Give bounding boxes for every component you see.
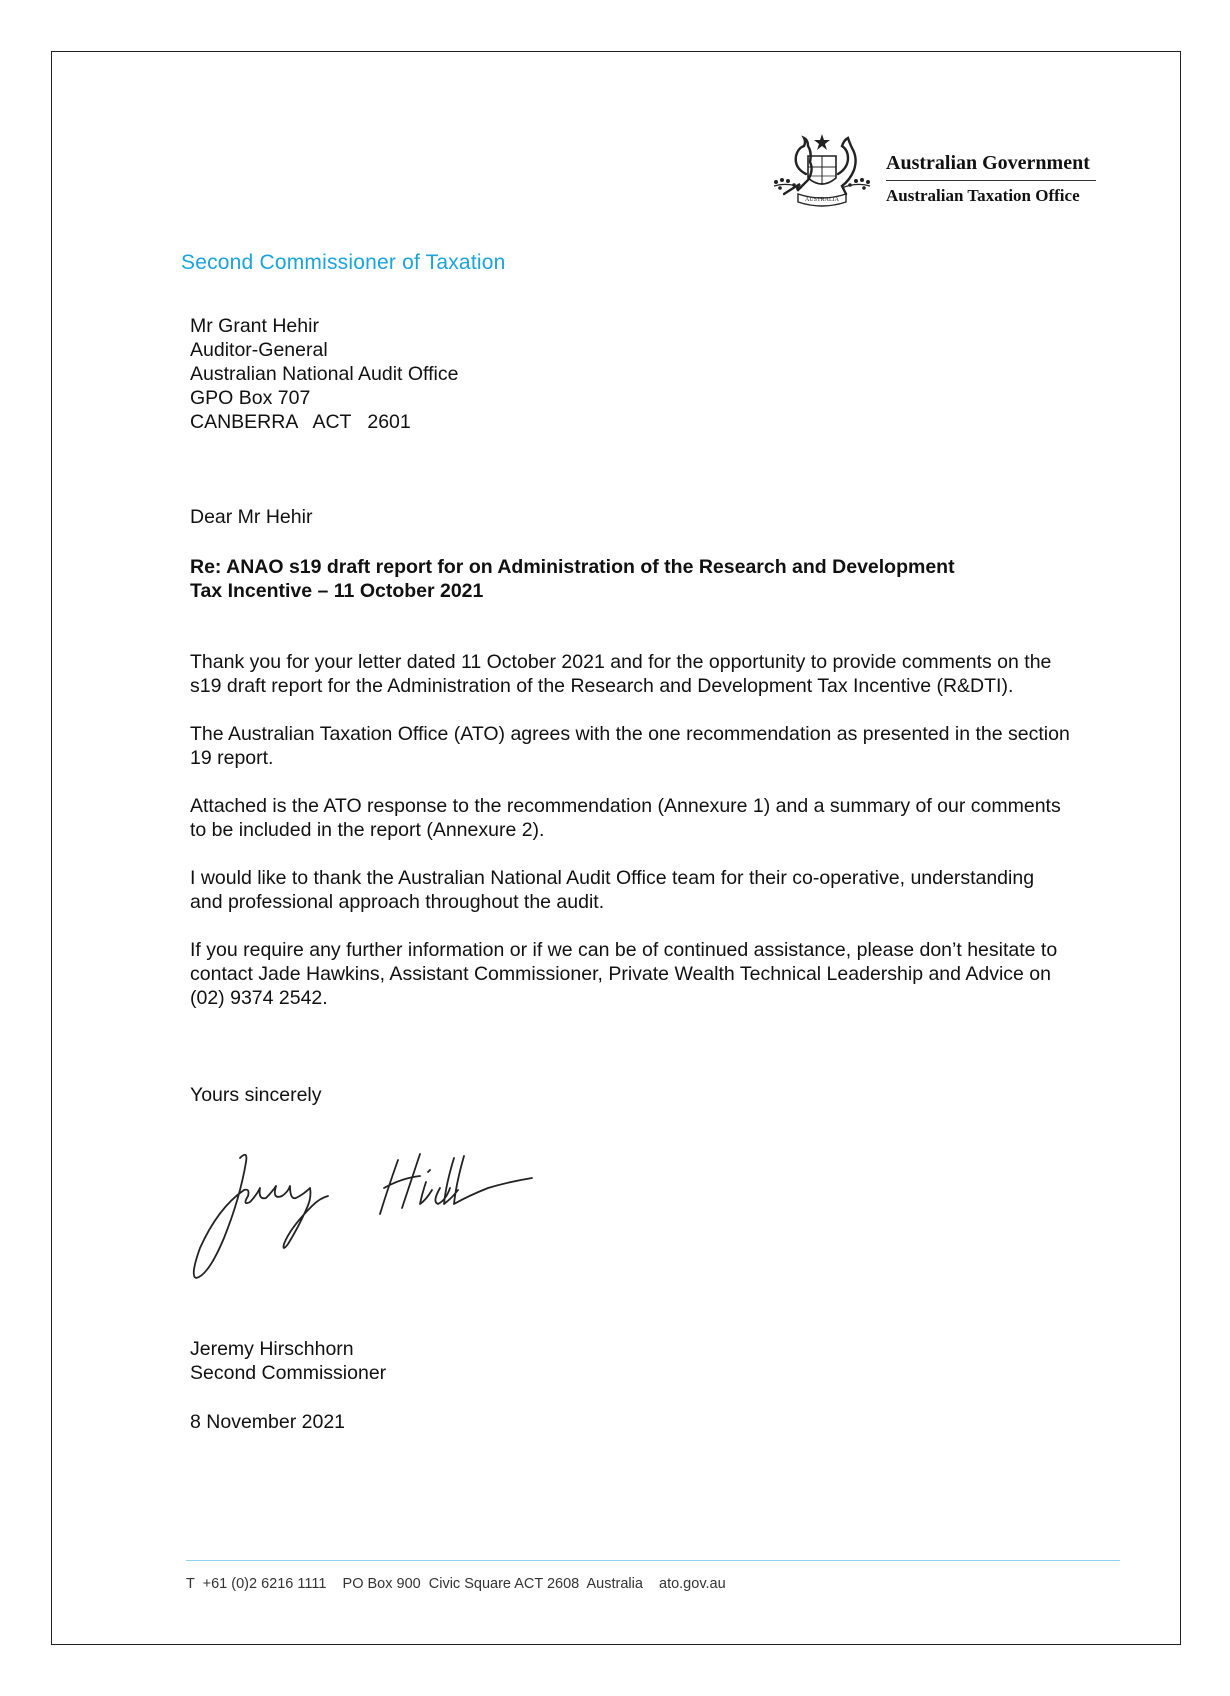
subject-line — [190, 555, 1070, 603]
coat-of-arms-icon — [768, 130, 876, 210]
address-line: Australian National Audit Office — [190, 363, 459, 385]
body-paragraph: The Australian Taxation Office (ATO) agrees with the one recommendation as presented in the section 19 report. — [190, 723, 1070, 769]
salutation: Dear Mr Hehir — [190, 506, 313, 528]
footer-divider — [186, 1560, 1120, 1561]
address-line: Auditor-General — [190, 339, 328, 361]
body-paragraph: If you require any further information or if we can be of continued assistance, please don’t hesitate to contact Jade Hawkins, Assistant Commissioner, Private Wealth Technical Leadership and Advice on (02) 9374 2542. — [190, 939, 1058, 1009]
address-line: CANBERRA ACT 2601 — [190, 411, 411, 433]
recipient-address — [190, 314, 458, 434]
letter-date: 8 November 2021 — [190, 1411, 346, 1433]
letter-body — [190, 650, 1070, 1034]
signature — [188, 1148, 588, 1288]
signatory-title: Second Commissioner — [190, 1362, 387, 1384]
office-title: Second Commissioner of Taxation — [181, 251, 506, 274]
address-line: Mr Grant Hehir — [190, 315, 319, 337]
footer-contact: T +61 (0)2 6216 1111 PO Box 900 Civic Square ACT 2608 Australia ato.gov.au — [186, 1576, 726, 1592]
government-name: Australian Government — [886, 150, 1096, 181]
crest-scroll-text: AUSTRALIA — [805, 197, 839, 203]
ato-logo — [768, 130, 1108, 212]
body-paragraph: Attached is the ATO response to the recommendation (Annexure 1) and a summary of our comments to be included in the report (Annexure 2). — [190, 795, 1061, 841]
closing: Yours sincerely — [190, 1084, 322, 1106]
signatory-block — [190, 1337, 386, 1385]
subject-line-1: Re: ANAO s19 draft report for on Administration of the Research and Development — [190, 556, 955, 578]
body-paragraph: Thank you for your letter dated 11 October 2021 and for the opportunity to provide comments on the s19 draft report for the Administration of the Research and Development Tax Incentive (R&DTI). — [190, 651, 1052, 697]
body-paragraph: I would like to thank the Australian National Audit Office team for their co-operative, understanding and professional approach throughout the audit. — [190, 867, 1035, 913]
signatory-name: Jeremy Hirschhorn — [190, 1338, 354, 1360]
address-line: GPO Box 707 — [190, 387, 311, 409]
subject-line-2: Tax Incentive – 11 October 2021 — [190, 580, 484, 602]
agency-name: Australian Taxation Office — [886, 186, 1080, 205]
